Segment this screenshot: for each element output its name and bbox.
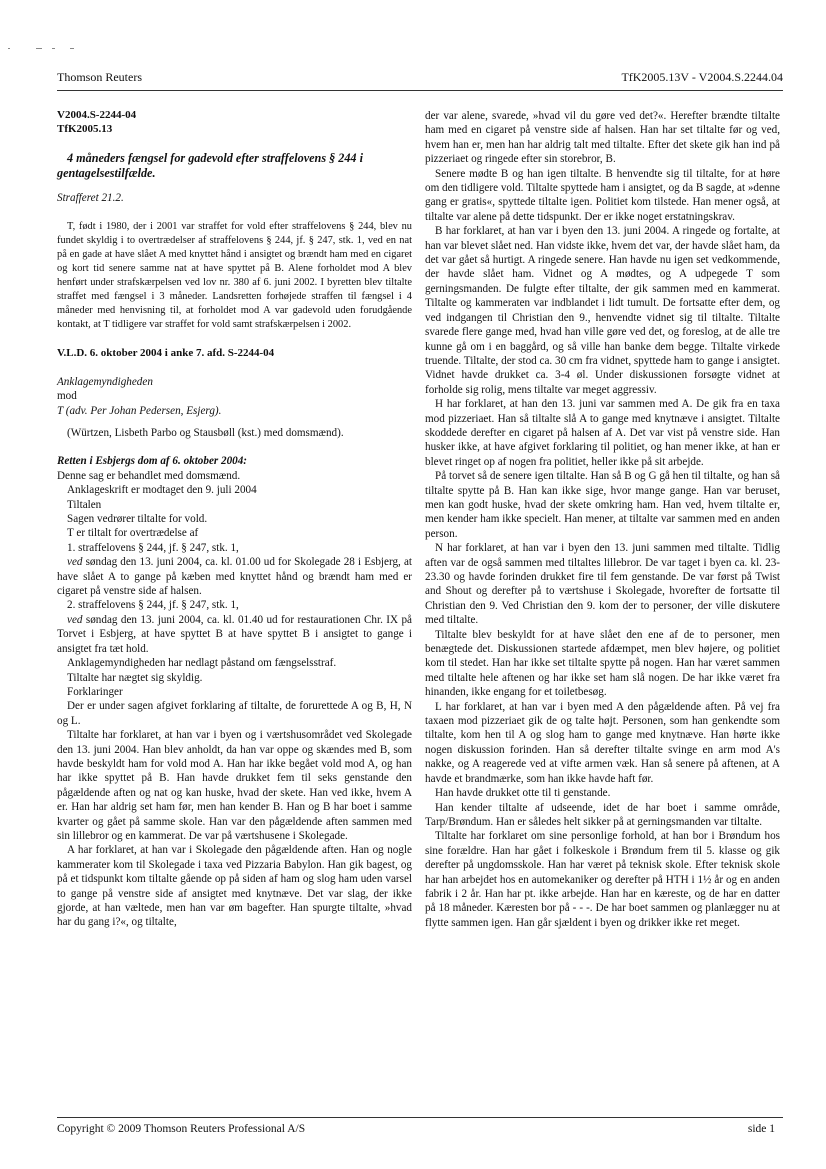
count-2-text: søndag den 13. juni 2004, ca. kl. 01.40 ud for restaurationen Chr. IX på Torvet i Esbjerg, at have spyttet B at have spyttet B i ansigtet to gange i ansigtet fra tæt hold.	[57, 613, 412, 655]
paragraph: Senere mødte B og han igen tiltalte. B henvendte sig til tiltalte, for at høre om den tidligere vold. Tiltalte spyttede ham i ansigtet, og da B sagde, at »denne gang er gratis«, spyttede tiltalte igen. Politiet kom tilstede. Han mener også, at tiltalte var alene på dette tidspunkt. Der er ikke noget erstatningskrav.	[425, 167, 780, 223]
paragraph: Denne sag er behandlet med domsmænd.	[57, 469, 241, 482]
paragraph: T er tiltalt for overtrædelse af	[67, 527, 199, 540]
left-column	[57, 108, 412, 930]
paragraph: Forklaringer	[67, 685, 123, 698]
paragraph: Tiltalte har forklaret om sine personlige forhold, at han bor i Brøndum hos sine forældre. Han har gået i folkeskole i Brøndum frem til 5. klasse og gik derefter på ungdomsskole. Han har været på teknisk skole. Efter teknisk skole har han arbejdet hos en automekaniker og derefter på HTH i 1½ år og en anden fabrik i 2 år. Han har pt. ikke arbejde. Han har en kæreste, og de har en datter på 18 måneder. Kæresten bor på - - -. De har boet sammen og planlægger nu at flytte sammen igen. Han går sjældent i byen og drikker ikke ret meget.	[425, 830, 780, 929]
party-defendant: T (adv. Per Johan Pedersen, Esjerg).	[57, 404, 222, 417]
count-1-text: søndag den 13. juni 2004, ca. kl. 01.00 ud for Skolegade 28 i Esbjerg, at have slået A to gange på kæben med knyttet hånd og brændt ham med er cigaret på venstre side af halsen.	[57, 556, 412, 598]
party-versus: mod	[57, 390, 77, 403]
header-rule	[57, 90, 783, 91]
paragraph	[57, 555, 412, 598]
paragraph	[57, 613, 412, 656]
paragraph: N har forklaret, at han var i byen den 13. juni sammen med tiltalte. Tidlig aften var de også sammen med tiltaltes lillebror. De var taget i byen ca. kl. 23-23.30 og havde forinden drukket fire til fem genstande. De var først på Twist and Shout og derefter på to værtshuse i Skolegade, hvorefter de fortsatte til Christian den 9. Ved Christian den 9. kom der to personer, der ville diskutere med tiltalte.	[425, 542, 780, 627]
paragraph: På torvet så de senere igen tiltalte. Han så B og G gå hen til tiltalte, og han så tiltalte spytte på B. Han kan ikke sige, hvor mange gange. Han var beruset, men kan godt huske, hvad der skete omkring ham. Han ved, hvem tiltalte er, men kender ham ikke specielt. Han mener, at tiltalte var sammen med en anden person.	[425, 470, 780, 540]
judgment-heading: Retten i Esbjergs dom af 6. oktober 2004:	[57, 455, 248, 468]
footer-rule	[57, 1117, 783, 1118]
ved-word: ved	[67, 556, 83, 569]
paragraph: der var alene, svarede, »hvad vil du gøre ved det?«. Herefter brændte tiltalte ham med en cigaret på venstre side af halsen. Han har set tiltalte før og ved, hvem han er, men han har aldrig talt med tiltalte. Efter det skete gik han ind på pizzeriaet og ringede efter sin storebror, B.	[425, 110, 780, 166]
paragraph: Sagen vedrører tiltalte for vold.	[67, 513, 208, 526]
paragraph: Anklagemyndigheden har nedlagt påstand om fængselsstraf.	[67, 657, 337, 670]
page-number: side 1	[747, 1123, 775, 1135]
court-line: V.L.D. 6. oktober 2004 i anke 7. afd. S-2244-04	[57, 347, 275, 360]
ved-word: ved	[67, 613, 83, 626]
paragraph: H har forklaret, at han den 13. juni var sammen med A. De gik fra en taxa mod pizzeriaet. Han så tiltalte slå A to gange med knytnæve i ansigtet. Tiltalte skoddede derefter en cigaret på halsen af A. Det var vist på venstre side. Han husker ikke, at have afgivet forklaring til politiet, og han mener ikke, at han er blevet ringet op af nogen fra politiet, heller ikke på sit arbejde.	[425, 398, 780, 468]
header-publisher: Thomson Reuters	[57, 70, 142, 84]
page-header	[57, 70, 783, 88]
paragraph: 1. straffelovens § 244, jf. § 247, stk. 1,	[67, 541, 239, 554]
paragraph: Tiltalte har nægtet sig skyldig.	[67, 671, 203, 684]
party-prosecution: Anklagemyndigheden	[57, 375, 153, 388]
paragraph: Tiltalte blev beskyldt for at have slået den ene af de to personer, men benægtede det. Diskussionen startede afdæmpet, men blev højere, og politiet kom til stedet. Han har ikke set tiltalte spytte på nogen. Han har været sammen med tiltalte hele aftenen og har ikke set ham slå nogen. De har ikke været fra hinanden, ikke engang for et toiletbesøg.	[425, 628, 780, 699]
right-column	[425, 109, 780, 930]
paragraph: Han kender tiltalte af udseende, idet de har boet i samme område, Tarp/Brøndum. Han er således helt sikker på at gerningsmanden var tiltalte.	[425, 801, 780, 828]
case-id-2: TfK2005.13	[57, 123, 113, 136]
copyright-notice: Copyright © 2009 Thomson Reuters Professional A/S	[57, 1123, 306, 1135]
paragraph: Anklageskrift er modtaget den 9. juli 2004	[67, 484, 257, 497]
page-footer	[57, 1123, 775, 1135]
case-summary: T, født i 1980, der i 2001 var straffet for vold efter straffelovens § 244, blev nu fundet skyldig i to overtrædelser af straffelovens § 244, jf. § 247, stk. 1, ved en nat på en gade at have slået A med knyttet hånd i ansigtet og brændt ham med en cigaret og kort tid senere samme nat at have spyttet på B. Alene forholdet mod A blev henført under strafskærpelsen ved lov nr. 380 af 6. juni 2002. I byretten blev tiltalte straffet med fængsel i 3 måneder. Landsretten forhøjede straffen til fængsel i 4 måneder med henvisning til, at forholdet mod A var gadevold uden forudgående kontakt, at T tidligere var straffet for vold samt strafskærpelsen i 2002.	[57, 220, 412, 331]
judges-line: (Würtzen, Lisbeth Parbo og Stausbøll (kst.) med domsmænd).	[67, 427, 344, 439]
paragraph: 2. straffelovens § 244, jf. § 247, stk. 1,	[67, 599, 239, 612]
case-title: 4 måneders fængsel for gadevold efter straffelovens § 244 i gentagelsestilfælde.	[57, 150, 363, 181]
subject-category: Strafferet 21.2.	[57, 192, 124, 205]
paragraph: Der er under sagen afgivet forklaring af tiltalte, de forurettede A og B, H, N og L.	[57, 700, 412, 727]
paragraph: Han havde drukket otte til ti genstande.	[435, 787, 611, 800]
scan-artifact	[8, 44, 108, 54]
paragraph: B har forklaret, at han var i byen den 13. juni 2004. A ringede og fortalte, at han var blevet slået ned. Han vidste ikke, hvem det var, der havde slået ham, da det var gået så hurtigt. A ringede senere. Han havde nu igen set vedkommende, der havde slået ham. Vidnet og A mødtes, og A udpegede T som gerningsmanden. De fulgte efter tiltalte, der gik sammen med en kammerat. Tiltalte og kammeraten var indblandet i lidt tumult. De fortsatte efter dem, og ved indgangen til Christian den 9., henvendte vidnet sig til tiltalte. Tiltalte svarede flere gange med, hvad han ville gøre ved det, og foreslog, at de alle tre kunne gå om i en baggård, og så ville han banke dem begge. Tiltalte virkede truende. Tiltalte, der stod ca. 30 cm fra vidnet, spyttede ham to gange i ansigtet. Vidnet havde drukket ca. 3-4 øl. Under diskussionen forsøgte vidnet at forholde sig rolig, mens tiltalte var meget aggressiv.	[425, 225, 780, 396]
case-id-1: V2004.S-2244-04	[57, 109, 137, 121]
paragraph: A har forklaret, at han var i Skolegade den pågældende aften. Han og nogle kammerater kom til Skolegade i taxa ved Pizzaria Babylon. Han gik bagest, og på et tidspunkt kom tiltalte gående op på siden af ham og slog ham uden varsel to gange på venstre side af ansigtet med knytnæve. Det var slag, der ikke gjorde, at han væltede, men han var øm bagefter. Han spurgte tiltalte, »hvad har du gang i?«, og tiltalte,	[57, 844, 412, 929]
header-reference: TfK2005.13V - V2004.S.2244.04	[621, 70, 783, 84]
paragraph: Tiltalen	[67, 498, 102, 511]
paragraph: L har forklaret, at han var i byen med A den pågældende aften. På vej fra taxaen mod pizzeriaet gik de og talte højt. Personen, som han genkendte som tiltalte, kom hen til A og slog ham to gange med knytnæve. Han hørte ikke nogen diskussion forinden. Han så derefter tiltalte svinge en arm mod A's nakke, og A reagerede ved at vifte armen væk. Han så senere på aftenen, at A havde et brandmærke, som han ikke havde haft før.	[425, 700, 780, 785]
paragraph: Tiltalte har forklaret, at han var i byen og i værtshusområdet ved Skolegade den 13. juni 2004. Han blev anholdt, da han var oppe og skændes med B, som havde beskyldt ham for vold mod A. Han har ikke begået vold mod A, og han har ikke spyttet på B. Han havde drukket fem til seks genstande den pågældende aften og nat og kan huske, hvad der skete. Han ved ikke, hvem A er. Han har aldrig set ham før, men han kender B. Han og B har boet i samme kvarter og gået på samme skole. Han var den pågældende aften sammen med sin lillebror og en kammerat. De var på værtshusene i Skolegade.	[57, 729, 412, 842]
